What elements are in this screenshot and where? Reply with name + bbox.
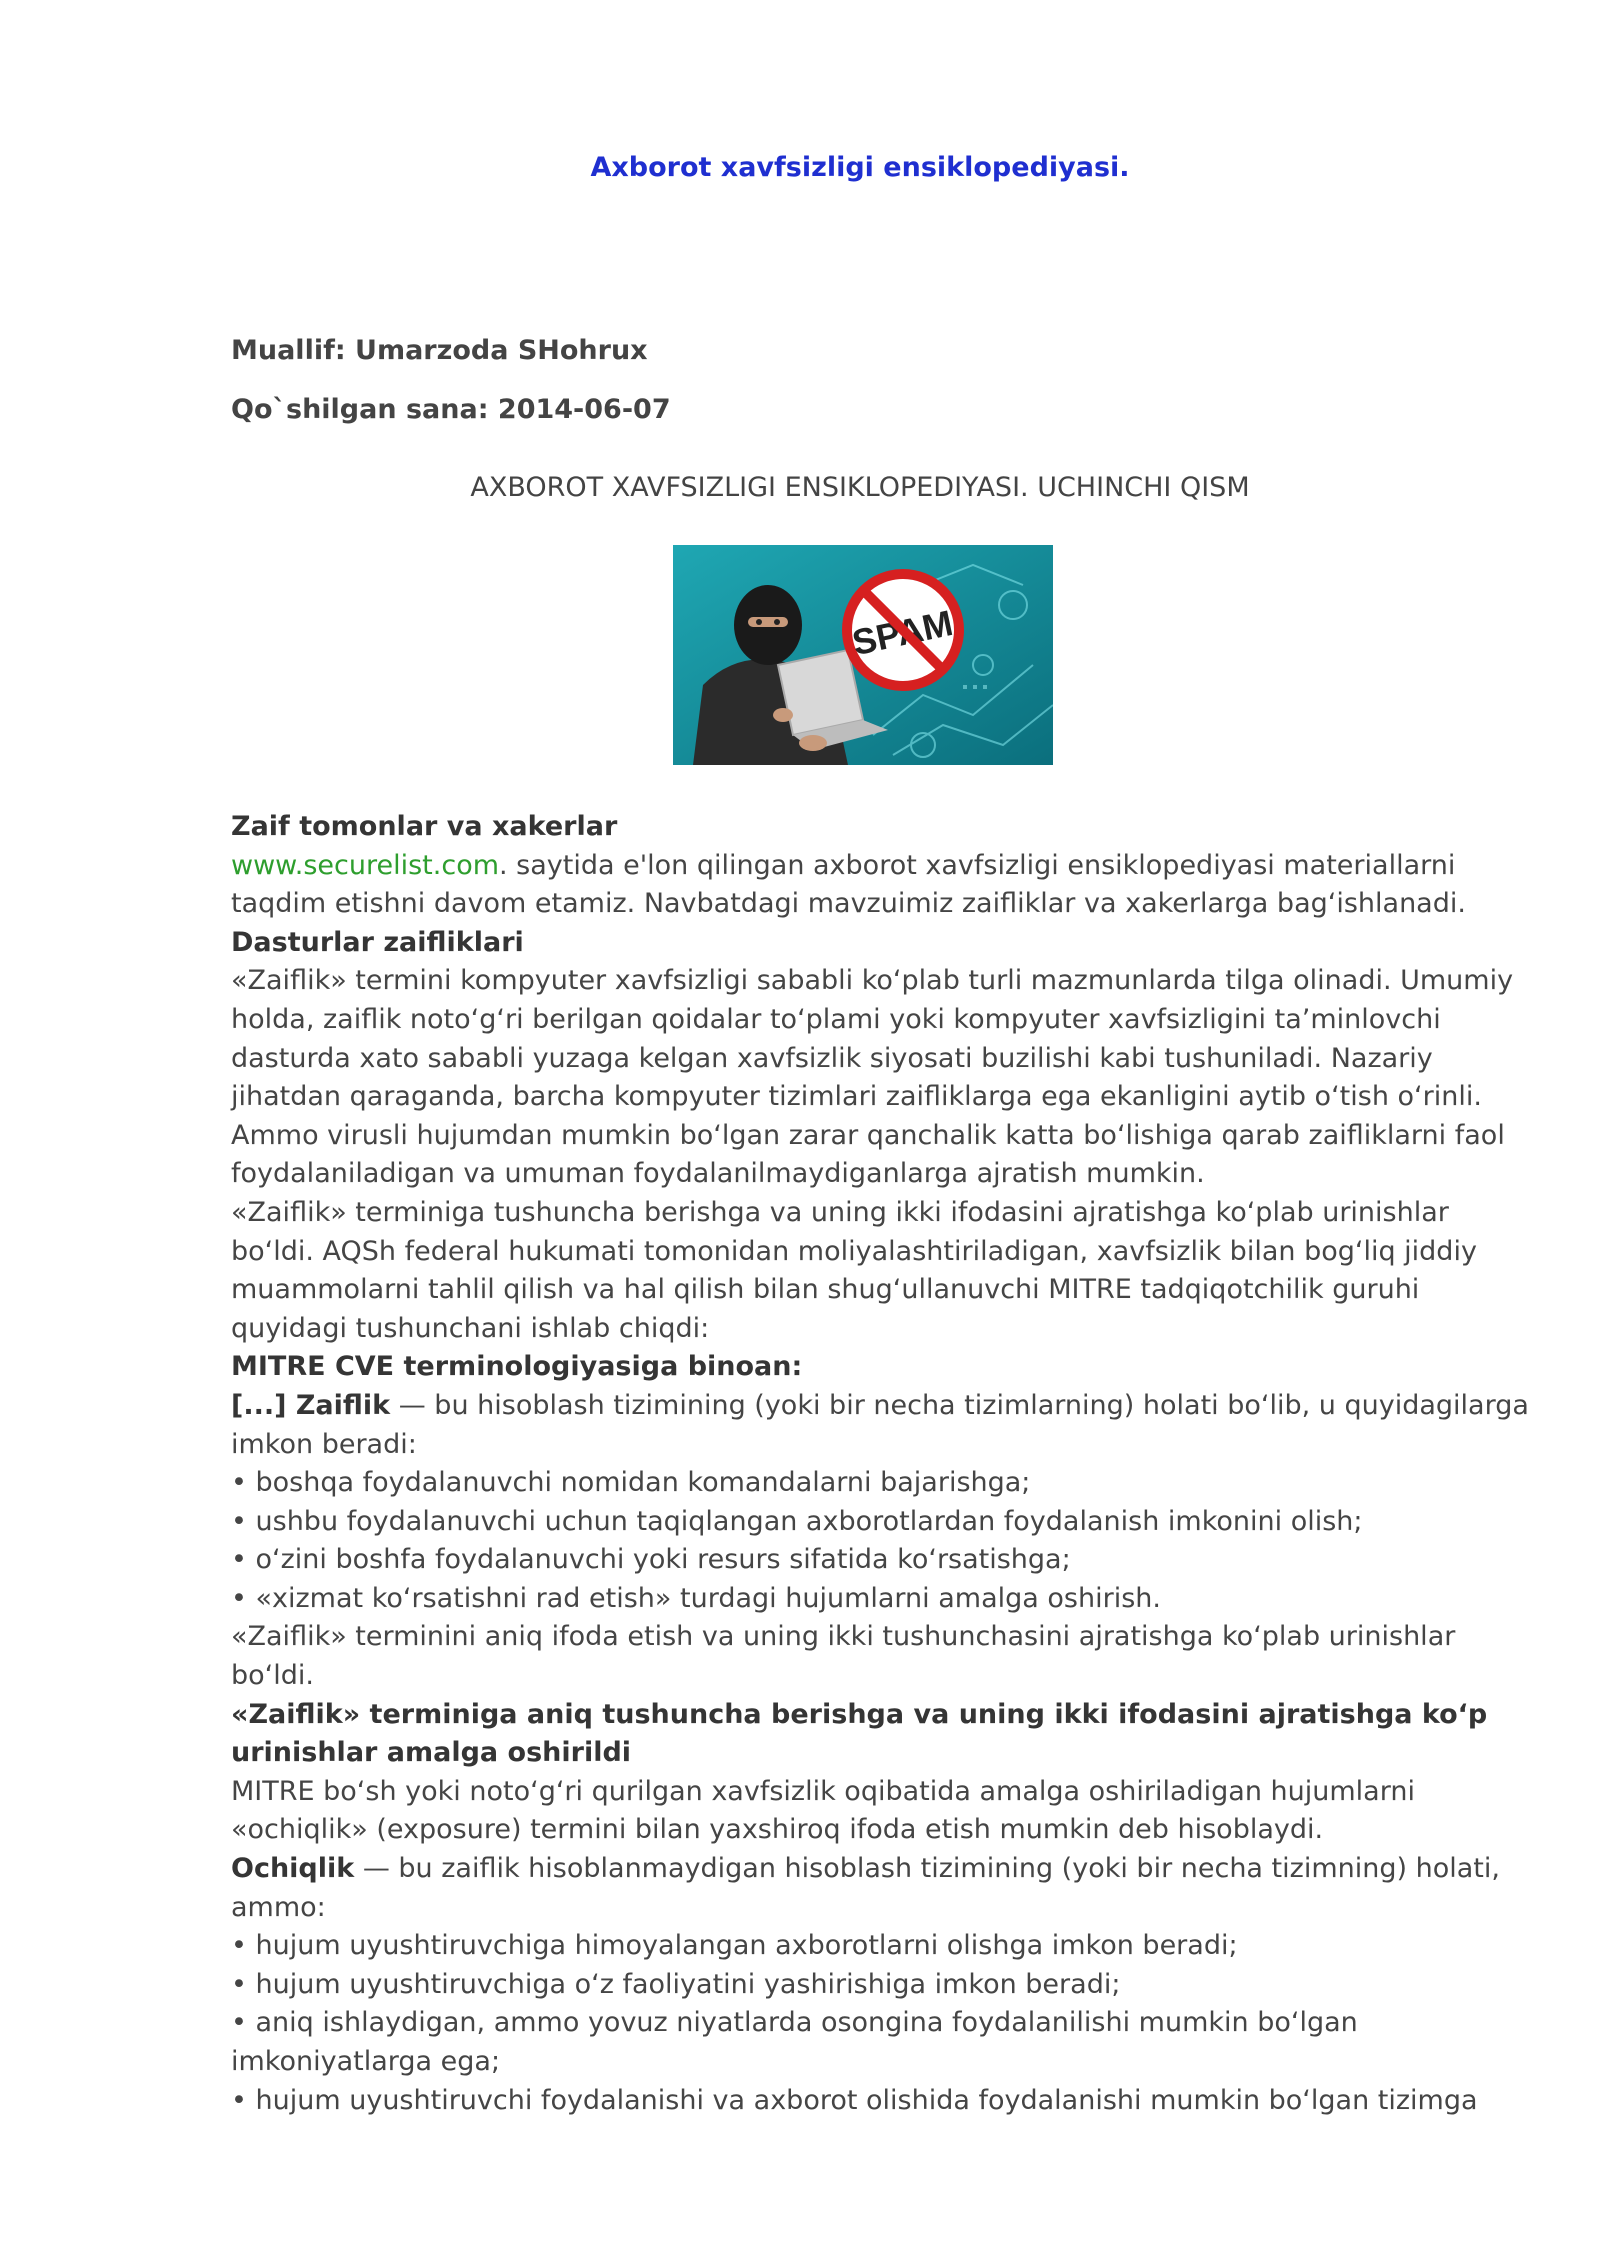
heading-dasturlar-zaifliklari: Dasturlar zaifliklari xyxy=(231,926,524,958)
list-item: • aniq ishlaydigan, ammo yovuz niyatlarda osongina foydalanilishi mumkin bo‘lgan imkoniyatlarga ega; xyxy=(231,2007,1358,2077)
paragraph-3: «Zaiflik» terminini aniq ifoda etish va uning ikki tushunchasini ajratishga ko‘plab urinishlar bo‘ldi. xyxy=(231,1621,1456,1692)
document-title: Axborot xavfsizligi ensiklopediyasi. xyxy=(590,152,1130,183)
list-item: • hujum uyushtiruvchi foydalanishi va axborot olishida foydalanishi mumkin bo‘lgan tizimga xyxy=(231,2084,1478,2116)
date-line: Qo`shilgan sana: 2014-06-07 xyxy=(231,394,671,425)
list-item: • boshqa foydalanuvchi nomidan komandalarni bajarishga; xyxy=(231,1467,1031,1499)
hacker-spam-image xyxy=(673,545,1053,765)
list-item: • hujum uyushtiruvchiga himoyalangan axborotlarni olishga imkon beradi; xyxy=(231,1930,1238,1962)
paragraph-2: «Zaiflik» terminiga tushuncha berishga va uning ikki ifodasini ajratishga ko‘plab urinishlar bo‘ldi. AQSh federal hukumati tomonidan moliyalashtiriladigan, xavfsizlik bilan bog‘liq jiddiy muammolarni tahlil qilish va hal qilish bilan shug‘ullanuvchi MITRE tadqiqotchilik guruhi quyidagi tushunchani ishlab chiqdi: xyxy=(231,1196,1477,1344)
author-line: Muallif: Umarzoda SHohrux xyxy=(231,335,648,366)
intro-text: . saytida e'lon qilingan axborot xavfsizligi ensiklopediyasi materiallarni taqdim etishni davom etamiz. Navbatdagi mavzuimiz zaifliklar va xakerlarga bag‘ishlanadi. xyxy=(231,849,1466,920)
heading-mitre-cve: MITRE CVE terminologiyasiga binoan: xyxy=(231,1351,803,1383)
definition-term: [...] Zaiflik xyxy=(231,1389,391,1421)
definition-text: — bu zaiflik hisoblanmaydigan hisoblash tizimining (yoki bir necha tizimning) holati, ammo: xyxy=(231,1853,1500,1923)
definition-ochiqlik xyxy=(231,1850,1531,1927)
definition-text: — bu hisoblash tizimining (yoki bir necha tizimlarning) holati bo‘lib, u quyidagilarga imkon beradi: xyxy=(231,1389,1529,1460)
paragraph-4: MITRE bo‘sh yoki noto‘g‘ri qurilgan xavfsizlik oqibatida amalga oshiriladigan hujumlarni «ochiqlik» (exposure) termini bilan yaxshiroq ifoda etish mumkin deb hisoblaydi. xyxy=(231,1775,1415,1846)
heading-zaiflik-terminiga: «Zaiflik» terminiga aniq tushuncha berishga va uning ikki ifodasini ajratishga ko‘p urinishlar amalga oshirildi xyxy=(231,1698,1488,1769)
securelist-link[interactable]: www.securelist.com xyxy=(231,849,500,881)
hacker-laptop-spam-icon xyxy=(673,545,1053,765)
list-item: • «xizmat ko‘rsatishni rad etish» turdagi hujumlarni amalga oshirish. xyxy=(231,1582,1161,1614)
intro-paragraph xyxy=(231,847,1531,924)
section-title: AXBOROT XAVFSIZLIGI ENSIKLOPEDIYASI. UCHINCHI QISM xyxy=(470,472,1250,503)
article-body xyxy=(231,808,1531,2120)
definition-term: Ochiqlik xyxy=(231,1853,355,1885)
list-item: • hujum uyushtiruvchiga o‘z faoliyatini yashirishiga imkon beradi; xyxy=(231,1968,1121,2000)
definition-zaiflik xyxy=(231,1387,1531,1464)
heading-zaif-tomonlar: Zaif tomonlar va xakerlar xyxy=(231,811,618,842)
list-item: • ushbu foydalanuvchi uchun taqiqlangan axborotlardan foydalanish imkonini olish; xyxy=(231,1505,1363,1537)
list-item: • o‘zini boshfa foydalanuvchi yoki resurs sifatida ko‘rsatishga; xyxy=(231,1544,1071,1576)
paragraph-1: «Zaiflik» termini kompyuter xavfsizligi sababli ko‘plab turli mazmunlarda tilga olinadi. Umumiy holda, zaiflik noto‘g‘ri berilgan qoidalar to‘plami yoki kompyuter xavfsizligini ta’minlovchi dasturda xato sababli yuzaga kelgan xavfsizlik siyosati buzilishi kabi tushuniladi. Nazariy jihatdan qaraganda, barcha kompyuter tizimlari zaifliklarga ega ekanligini aytib o‘tish o‘rinli. Ammo virusli hujumdan mumkin bo‘lgan zarar qanchalik katta bo‘lishiga qarab zaifliklarni faol foydalaniladigan va umuman foydalanilmaydiganlarga ajratish mumkin. xyxy=(231,965,1514,1190)
